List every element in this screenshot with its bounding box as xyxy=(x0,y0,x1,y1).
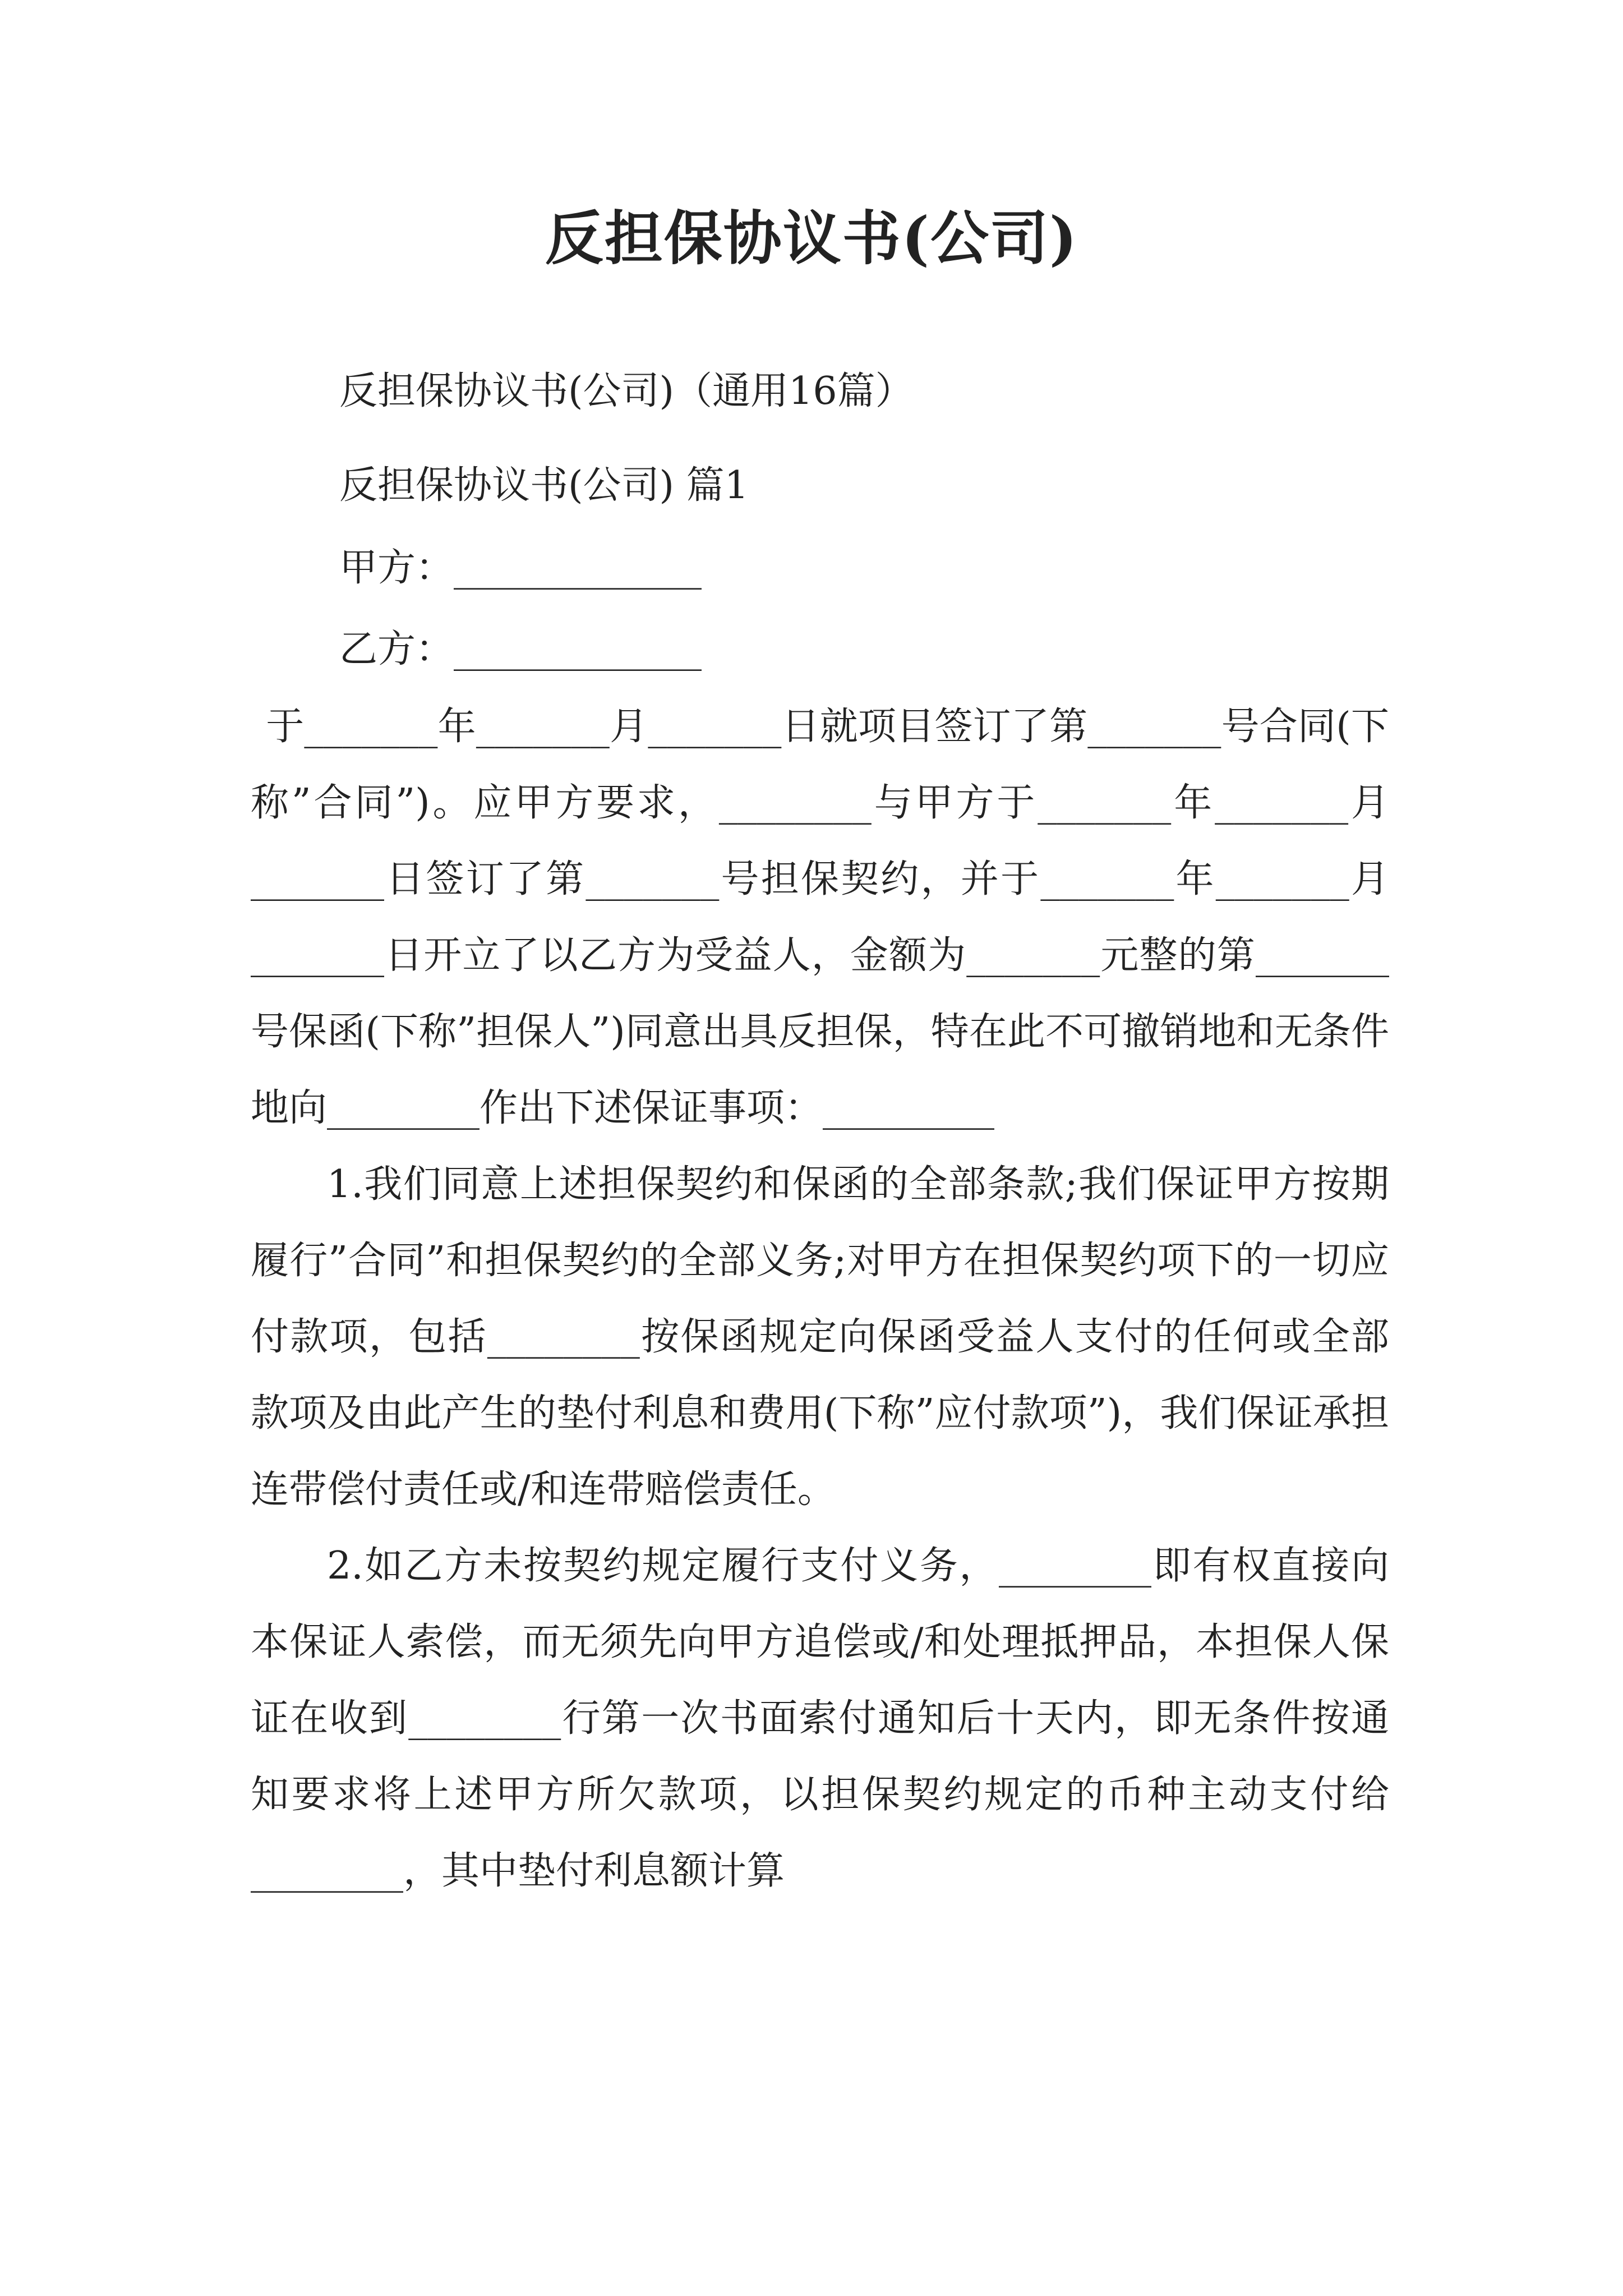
document-title: 反担保协议书(公司) xyxy=(545,204,1078,273)
clause-1-paragraph: 1.我们同意上述担保契约和保函的全部条款;我们保证甲方按期履行”合同”和担保契约的全部义务;对甲方在担保契约项下的一切应付款项，包括________按保函规定向保函受益人支付的任何或全部款项及由此产生的垫付利息和费用(下称”应付款项”)，我们保证承担连带偿付责任或/和连带赔偿责任。 xyxy=(251,1162,1389,1512)
document-subtitle: 反担保协议书(公司)（通用16篇） xyxy=(339,369,914,413)
intro-paragraph: 于_______年_______月_______日就项目签订了第_______号合同(下称”合同”)。应甲方要求，________与甲方于_______年_______月_______日签订了第_______号担保契约，并于_______年_______月_______日开立了以乙方为受益人，金额为_______元整的第_______号保函(下称”担保人”)同意出具反担保，特在此不可撤销地和无条件地向________作出下述保证事项：_________ xyxy=(251,705,1389,1130)
section-heading: 反担保协议书(公司) 篇1 xyxy=(339,463,749,508)
clause-2-paragraph: 2.如乙方未按契约规定履行支付义务，________即有权直接向本保证人索偿，而无须先向甲方追偿或/和处理抵押品，本担保人保证在收到________行第一次书面索付通知后十天内，即无条件按通知要求将上述甲方所欠款项，以担保契约规定的币种主动支付给________，其中垫付利息额计算 xyxy=(251,1544,1389,1893)
party-b-line: 乙方：_____________ xyxy=(339,627,702,671)
party-a-line: 甲方：_____________ xyxy=(339,546,702,590)
document-body xyxy=(251,689,1389,1910)
